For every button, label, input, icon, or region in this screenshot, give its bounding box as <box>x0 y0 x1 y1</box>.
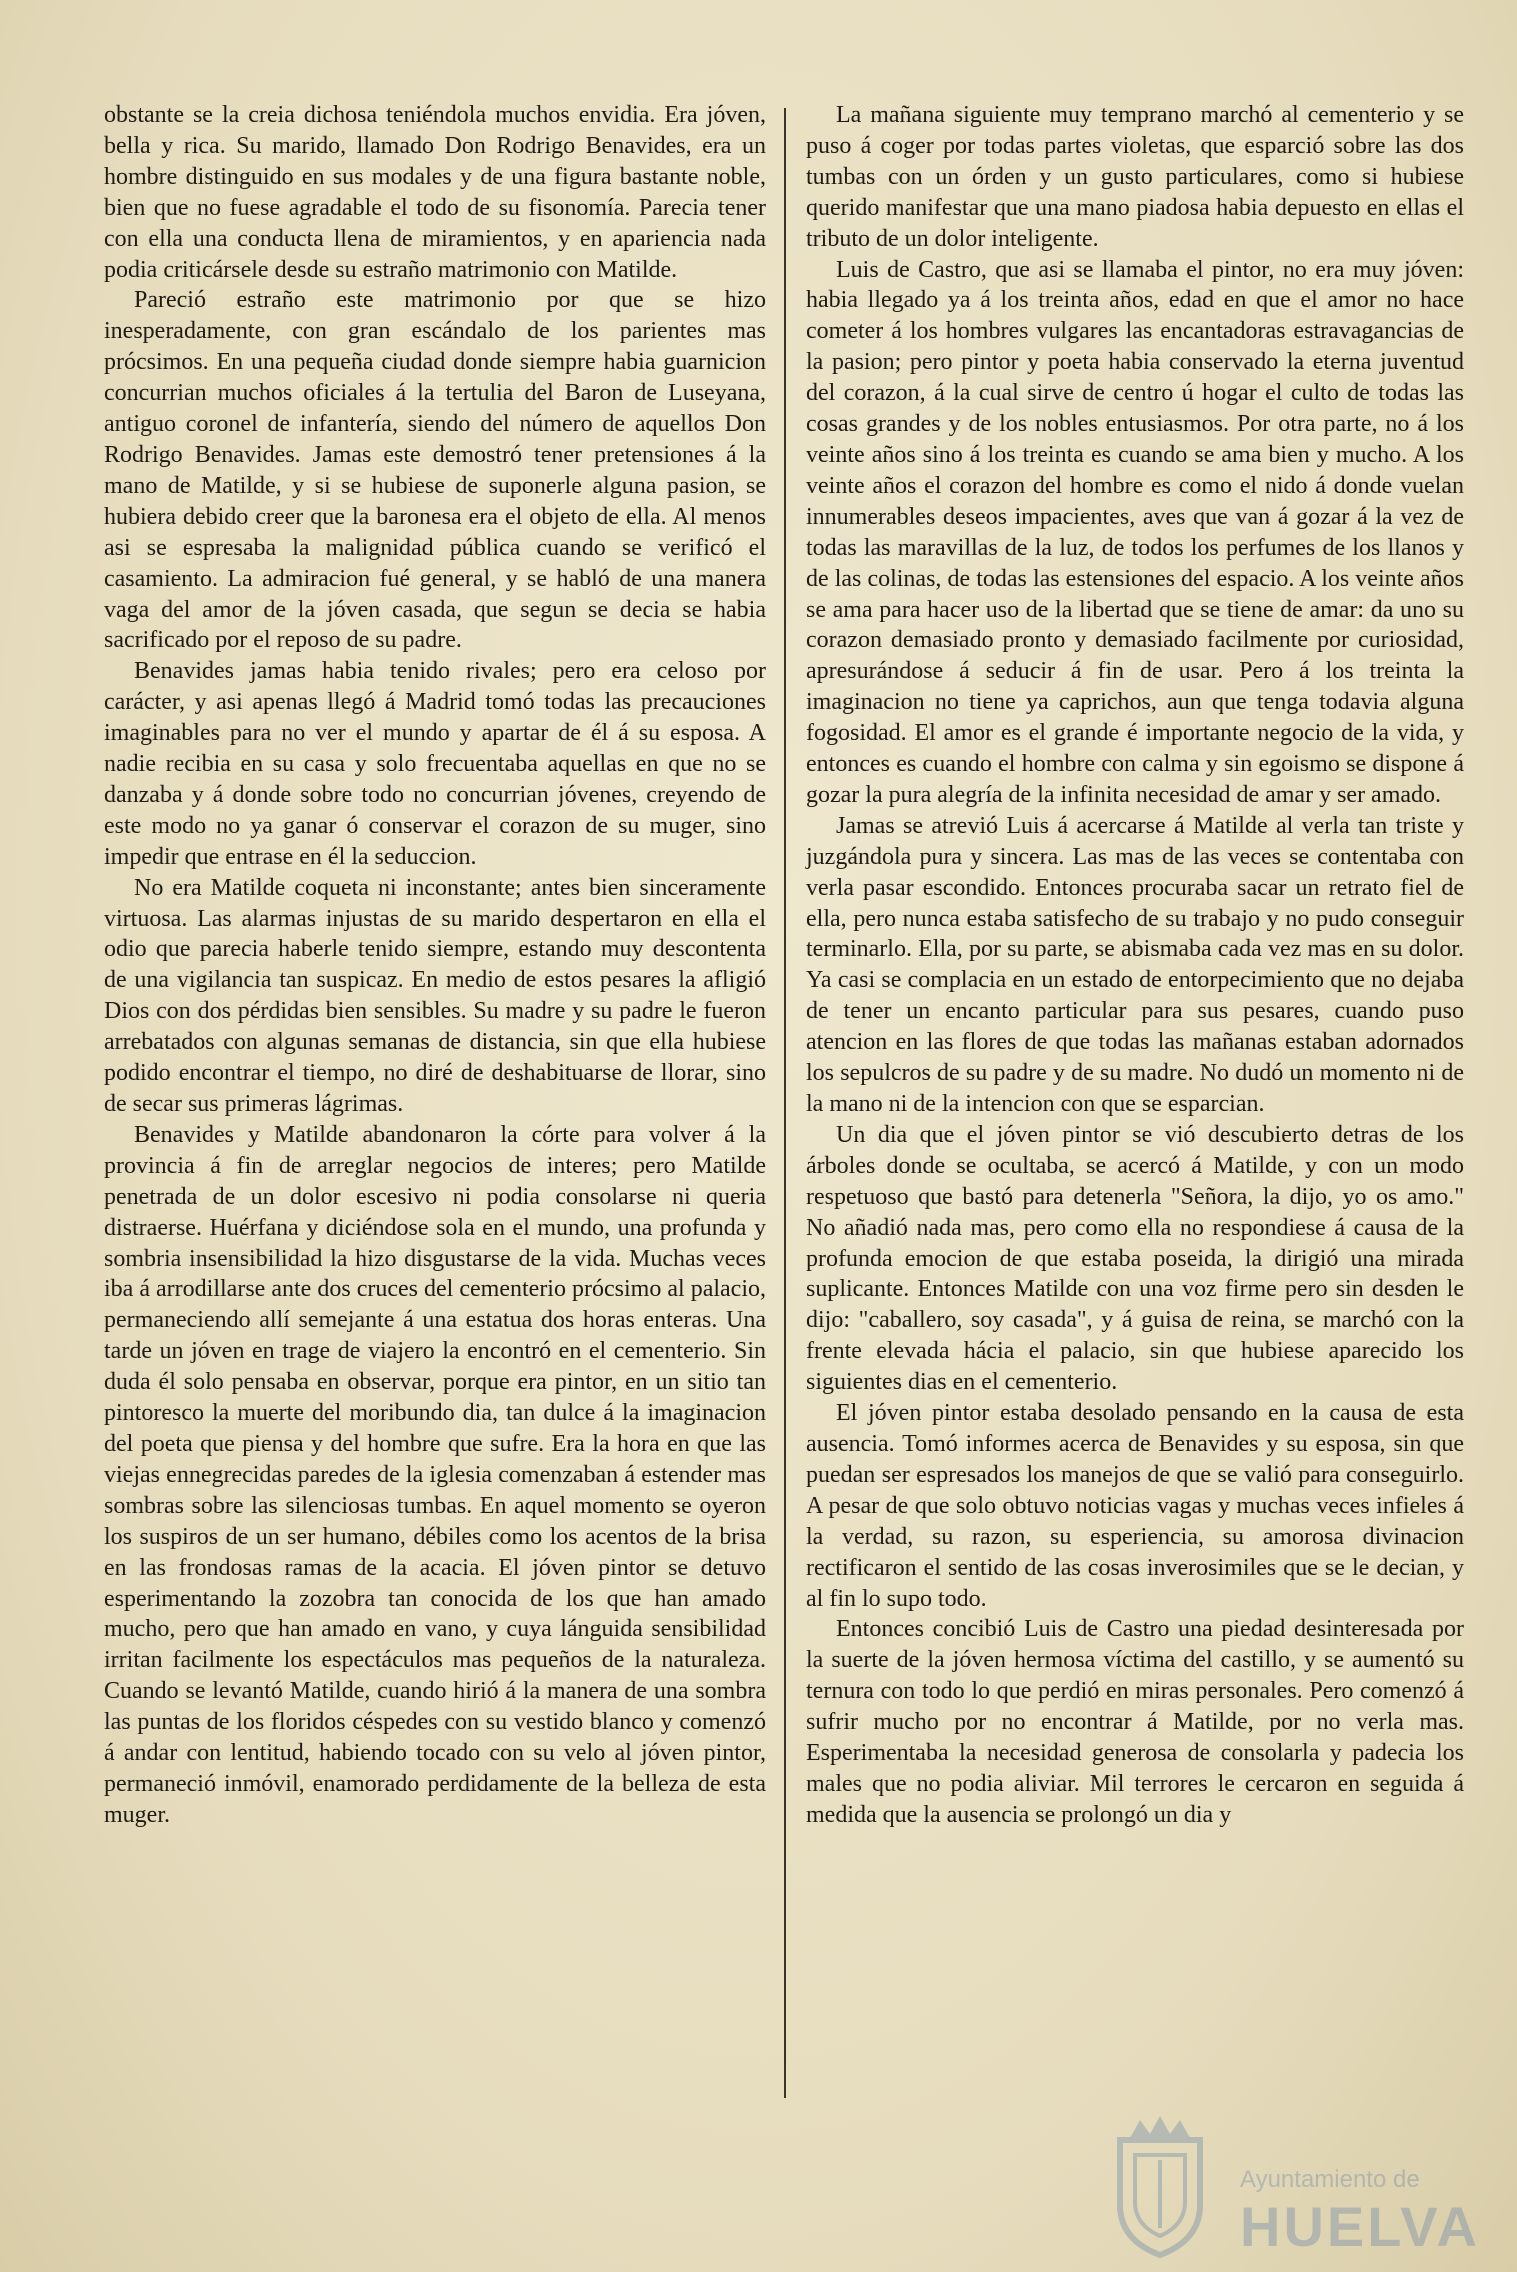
left-paragraph-5: Benavides y Matilde abandonaron la córte para volver á la provincia á fin de arreglar negocios de interes; pero Matilde penetrada de un dolor escesivo ni podia consolarse ni queria distraerse. Huérfana y diciéndose sola en el mundo, una profunda y sombria insensibilidad la hizo disgustarse de la vida. Muchas veces iba á arrodillarse ante dos cruces del cementerio prócsimo al palacio, permaneciendo allí semejante á una estatua dos horas enteras. Una tarde un jóven en trage de viajero la encontró en el cementerio. Sin duda él solo pensaba en observar, porque era pintor, en un sitio tan pintoresco la muerte del moribundo dia, tan dulce á la imaginacion del poeta que piensa y del hombre que sufre. Era la hora en que las viejas ennegrecidas paredes de la iglesia comenzaban á estender mas sombras sobre las silenciosas tumbas. En aquel momento se oyeron los suspiros de un ser humano, débiles como los acentos de la brisa en las frondosas ramas de la acacia. El jóven pintor se detuvo esperimentando la zozobra tan conocida de los que han amado mucho, pero que han amado en vano, y cuya lánguida sensibilidad irritan facilmente los espectáculos mas pequeños de la naturaleza. Cuando se levantó Matilde, cuando hirió á la manera de una sombra las puntas de los floridos céspedes con su vestido blanco y comenzó á andar con lentitud, habiendo tocado con su velo al jóven pintor, permaneció inmóvil, enamorado perdidamente de la belleza de esta muger. <box>104 1121 766 1828</box>
watermark <box>1100 2110 1500 2270</box>
right-paragraph-2: Luis de Castro, que asi se llamaba el pintor, no era muy jóven: habia llegado ya á los treinta años, edad en que el amor no hace cometer á los hombres vulgares las encantadoras estravagancias de la pasion; pero pintor y poeta habia conservado la eterna juventud del corazon, á la cual sirve de centro ú hogar el culto de todas las cosas grandes y de los nobles entusiasmos. Por otra parte, no á los veinte años sino á los treinta es cuando se ama bien y mucho. A los veinte años el corazon del hombre es como el nido á donde vuelan innumerables deseos impacientes, aves que van á gozar á la vez de todas las maravillas de la luz, de todos los perfumes de los llanos y de las colinas, de todas las estensiones del espacio. A los veinte años se ama para hacer uso de la libertad que se tiene de amar: da uno su corazon demasiado pronto y demasiado facilmente por curiosidad, apresurándose á seducir á fin de usar. Pero á los treinta la imaginacion no tiene ya caprichos, aun que tenga todavia alguna fogosidad. El amor es el grande é importante negocio de la vida, y entonces es cuando el hombre con calma y sin egoismo se dispone á gozar la pura alegría de la infinita necesidad de amar y ser amado. <box>806 256 1464 808</box>
watermark-line-1: Ayuntamiento de <box>1240 2166 1420 2193</box>
left-paragraph-4: No era Matilde coqueta ni inconstante; antes bien sinceramente virtuosa. Las alarmas injustas de su marido despertaron en ella el odio que parecia haberle tenido siempre, estando muy descontenta de una vigilancia tan suspicaz. En medio de estos pesares la afligió Dios con dos pérdidas bien sensibles. Su madre y su padre le fueron arrebatados con algunas semanas de distancia, sin que ella hubiese podido encontrar el tiempo, no diré de deshabituarse de llorar, sino de secar sus primeras lágrimas. <box>104 874 766 1117</box>
left-paragraph-1: obstante se la creia dichosa teniéndola muchos envidia. Era jóven, bella y rica. Su marido, llamado Don Rodrigo Benavides, era un hombre distinguido en sus modales y de una figura bastante noble, bien que no fuese agradable el todo de su fisonomía. Parecia tener con ella una conducta llena de miramientos, y en apariencia nada podia criticársele desde su estraño matrimonio con Matilde. <box>104 102 766 283</box>
column-divider <box>784 108 786 2098</box>
right-column <box>806 100 1464 1831</box>
right-paragraph-3: Jamas se atrevió Luis á acercarse á Matilde al verla tan triste y juzgándola pura y sincera. Las mas de las veces se contentaba con verla pasar escondido. Entonces procuraba sacar un retrato fiel de ella, pero nunca estaba satisfecho de su trabajo y no pudo conseguir terminarlo. Ella, por su parte, se abismaba cada vez mas en su dolor. Ya casi se complacia en un estado de entorpecimiento que no dejaba de tener un encanto particular para sus pesares, cuando puso atencion en las flores de que todas las mañanas estaban adornados los sepulcros de su padre y de su madre. No dudó un momento ni de la mano ni de la intencion con que se esparcian. <box>806 812 1464 1117</box>
left-column <box>104 100 766 1831</box>
coat-of-arms-icon <box>1100 2110 1220 2260</box>
left-paragraph-2: Pareció estraño este matrimonio por que se hizo inesperadamente, con gran escándalo de los parientes mas prócsimos. En una pequeña ciudad donde siempre habia guarnicion concurrian muchos oficiales á la tertulia del Baron de Luseyana, antiguo coronel de infantería, siendo del número de aquellos Don Rodrigo Benavides. Jamas este demostró tener pretensiones á la mano de Matilde, y si se hubiese de suponerle alguna pasion, se hubiera debido creer que la baronesa era el objeto de ella. Al menos asi se espresaba la malignidad pública cuando se verificó el casamiento. La admiracion fué general, y se habló de una manera vaga del amor de la jóven casada, que segun se decia se habia sacrificado por el reposo de su padre. <box>104 287 766 654</box>
watermark-line-2: HUELVA <box>1240 2195 1480 2258</box>
right-paragraph-1: La mañana siguiente muy temprano marchó al cementerio y se puso á coger por todas partes violetas, que esparció sobre las dos tumbas con un órden y un gusto particulares, como si hubiese querido manifestar que una mano piadosa habia depuesto en ellas el tributo de un dolor inteligente. <box>806 102 1464 252</box>
right-paragraph-4: Un dia que el jóven pintor se vió descubierto detras de los árboles donde se ocultaba, se acercó á Matilde, y con un modo respetuoso que bastó para detenerla "Señora, la dijo, yo os amo." No añadió nada mas, pero como ella no respondiese á causa de la profunda emocion de que estaba poseida, la dirigió una mirada suplicante. Entonces Matilde con una voz firme pero sin desden le dijo: "caballero, soy casada", y á guisa de reina, se marchó con la frente elevada hácia el palacio, sin que hubiese aparecido los siguientes dias en el cementerio. <box>806 1121 1464 1396</box>
right-paragraph-5: El jóven pintor estaba desolado pensando en la causa de esta ausencia. Tomó informes acerca de Benavides y su esposa, sin que puedan ser espresados los manejos de que se valió para conseguirlo. A pesar de que solo obtuvo noticias vagas y muchas veces infieles á la verdad, su razon, su esperiencia, su amorosa divinacion rectificaron el sentido de las cosas inverosimiles que se le decian, y al fin lo supo todo. <box>806 1400 1464 1612</box>
right-paragraph-6: Entonces concibió Luis de Castro una piedad desinteresada por la suerte de la jóven hermosa víctima del castillo, y se aumentó su ternura con todo lo que perdió en miras personales. Pero comenzó á sufrir mucho por no encontrar á Matilde, por no verla mas. Esperimentaba la necesidad generosa de consolarla y padecia los males que no podia aliviar. Mil terrores le cercaron en seguida á medida que la ausencia se prolongó un dia y <box>806 1616 1464 1828</box>
left-paragraph-3: Benavides jamas habia tenido rivales; pero era celoso por carácter, y asi apenas llegó á Madrid tomó todas las precauciones imaginables para no ver el mundo y apartar de él á su esposa. A nadie recibia en su casa y solo frecuentaba aquellas en que no se danzaba y á donde sobre todo no concurrian jóvenes, creyendo de este modo no ya ganar ó conservar el corazon de su muger, sino impedir que entrase en él la seduccion. <box>104 658 766 870</box>
